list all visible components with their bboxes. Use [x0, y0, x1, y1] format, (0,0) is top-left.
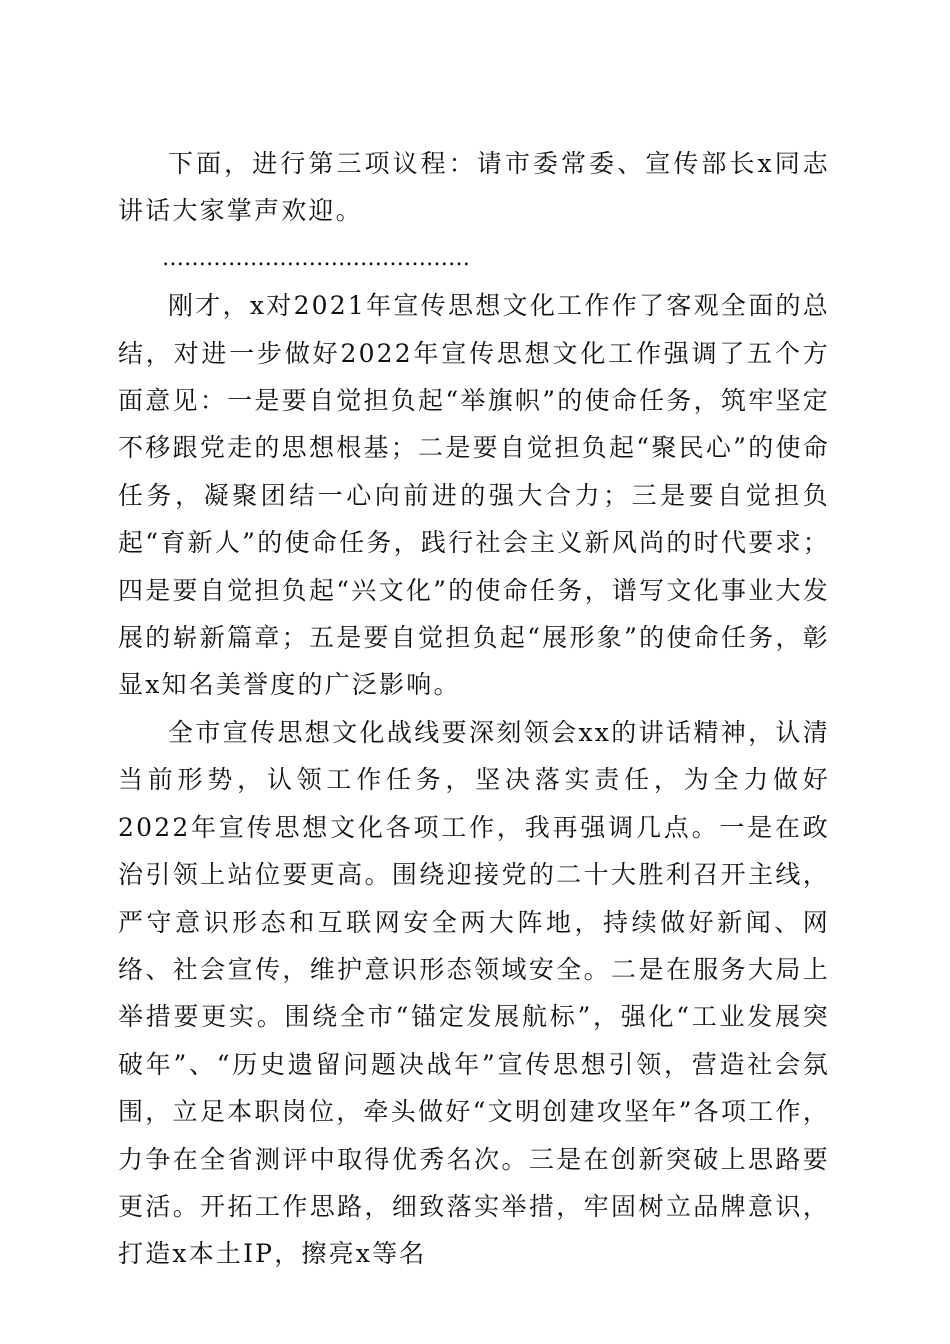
document-body: [118, 140, 830, 1278]
paragraph-agenda: 下面，进行第三项议程：请市委常委、宣传部长x同志讲话大家掌声欢迎。: [118, 149, 830, 226]
paragraph-requirements: 全市宣传思想文化战线要深刻领会xx的讲话精神，认清当前形势，认领工作任务，坚决落实责任，为全力做好2022年宣传思想文化各项工作，我再强调几点。一是在政治引领上站位要更高。围绕迎接党的二十大胜利召开主线，严守意识形态和互联网安全两大阵地，持续做好新闻、网络、社会宣传，维护意识形态领域安全。二是在服务大局上举措要更实。围绕全市“锚定发展航标”，强化“工业发展突破年”、“历史遗留问题决战年”宣传思想引领，营造社会氛围，立足本职岗位，牵头做好“文明创建攻坚年”各项工作，力争在全省测评中取得优秀名次。三是在创新突破上思路要更活。开拓工作思路，细致落实举措，牢固树立品牌意识，打造x本土IP，擦亮x等名: [118, 717, 830, 1269]
ellipsis-separator: ……………………………………: [162, 245, 470, 271]
paragraph-summary: 刚才，x对2021年宣传思想文化工作作了客观全面的总结，对进一步做好2022年宣传思想文化工作强调了五个方面意见：一是要自觉担负起“举旗帜”的使命任务，筑牢坚定不移跟党走的思想根基；二是要自觉担负起“聚民心”的使命任务，凝聚团结一心向前进的强大合力；三是要自觉担负起“育新人”的使命任务，践行社会主义新风尚的时代要求；四是要自觉担负起“兴文化”的使命任务，谱写文化事业大发展的崭新篇章；五是要自觉担负起“展形象”的使命任务，彰显x知名美誉度的广泛影响。: [118, 291, 830, 700]
